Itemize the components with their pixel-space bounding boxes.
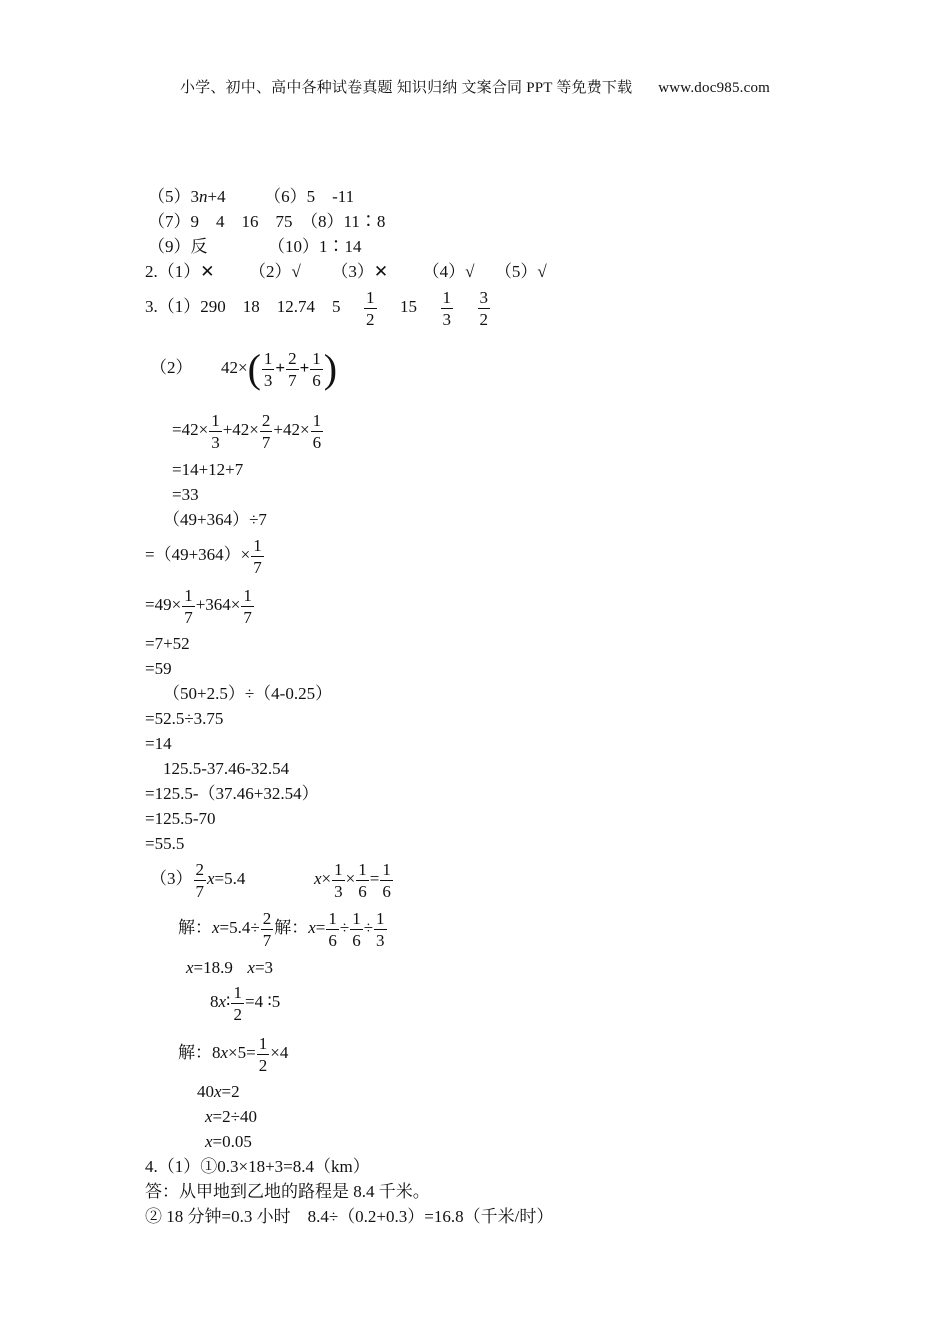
solution-line: 解：8x×5= $\frac{1}{2}$ ×4 <box>178 1033 289 1075</box>
solution-line: x=0.05 <box>205 1132 252 1151</box>
fraction: $\frac{3}{2}$ <box>479 287 488 329</box>
header-url: www.doc985.com <box>658 80 771 96</box>
question-4-part-2: ② 18 分钟=0.3 小时 8.4÷（0.2+0.3）=16.8（千米/时） <box>145 1207 554 1226</box>
calc-step: 125.5-37.46-32.54 <box>163 759 290 778</box>
equation-line: 8x∶ $\frac{1}{2}$ =4 ∶5 <box>210 982 281 1024</box>
fraction: $\frac{1}{2}$ <box>366 287 375 329</box>
solution-line: x=18.9 x=3 <box>186 958 274 977</box>
calc-step: =125.5-（37.46+32.54） <box>145 784 319 803</box>
answer-line-5-6: （5）3n+4 （6）5 -11 <box>148 187 355 206</box>
question-3-1-line: 3.（1）290 18 12.74 5 $\frac{1}{2}$ 15 $\frac{1}{3}$ $\frac{3}{2}$ <box>145 287 488 329</box>
calc-step: =14+12+7 <box>172 460 244 479</box>
calc-step: =59 <box>145 659 172 678</box>
fraction: $\frac{1}{3}$ <box>442 287 451 329</box>
calc-step: =42× $\frac{1}{3}$ +42× $\frac{2}{7}$ +42× $\frac{1}{6}$ <box>172 410 322 452</box>
solution-line: 40x=2 <box>197 1082 240 1101</box>
calc-step: （50+2.5）÷（4-0.25） <box>163 684 333 703</box>
header-text: 小学、初中、高中各种试卷真题 知识归纳 文案合同 PPT 等免费下载 <box>179 80 633 96</box>
calc-step: =52.5÷3.75 <box>145 709 224 728</box>
calc-step: =125.5-70 <box>145 809 216 828</box>
solution-line: x=2÷40 <box>205 1107 257 1126</box>
calc-step: =49× $\frac{1}{7}$ +364× $\frac{1}{7}$ <box>145 585 252 627</box>
question-4-line: 4.（1）①0.3×18+3=8.4（km） <box>145 1157 370 1176</box>
question-2-line: 2.（1）✕ （2）√ （3）✕ （4）√ （5）√ <box>145 262 547 281</box>
equation-3-right: x× $\frac{1}{3}$ × $\frac{1}{6}$ = $\frac{1}{6}$ <box>314 859 391 901</box>
calc-step: =（49+364）× $\frac{1}{7}$ <box>145 535 262 577</box>
page-header <box>0 76 950 97</box>
equation-3-left: （3） $\frac{2}{7}$ x=5.4 <box>150 859 246 901</box>
calc-step: =55.5 <box>145 834 185 853</box>
calc-step: =14 <box>145 734 172 753</box>
calc-step: （49+364）÷7 <box>163 510 267 529</box>
answer-line-7-8: （7）9 4 16 75 （8）11∶8 <box>148 212 386 231</box>
question-3-2-expression: （2） 42×( $\frac{1}{3}$ + $\frac{2}{7}$ + $\frac{1}{6}$ ) <box>150 346 338 392</box>
calc-step: =7+52 <box>145 634 190 653</box>
solution-line: 解：x=5.4÷ $\frac{2}{7}$ 解：x= $\frac{1}{6}$ ÷ $\frac{1}{6}$ ÷ $\frac{1}{3}$ <box>178 908 385 950</box>
answer-line-9-10: （9）反 （10）1∶14 <box>148 237 362 256</box>
calc-step: =33 <box>172 485 199 504</box>
answer-sentence: 答：从甲地到乙地的路程是 8.4 千米。 <box>145 1182 430 1201</box>
